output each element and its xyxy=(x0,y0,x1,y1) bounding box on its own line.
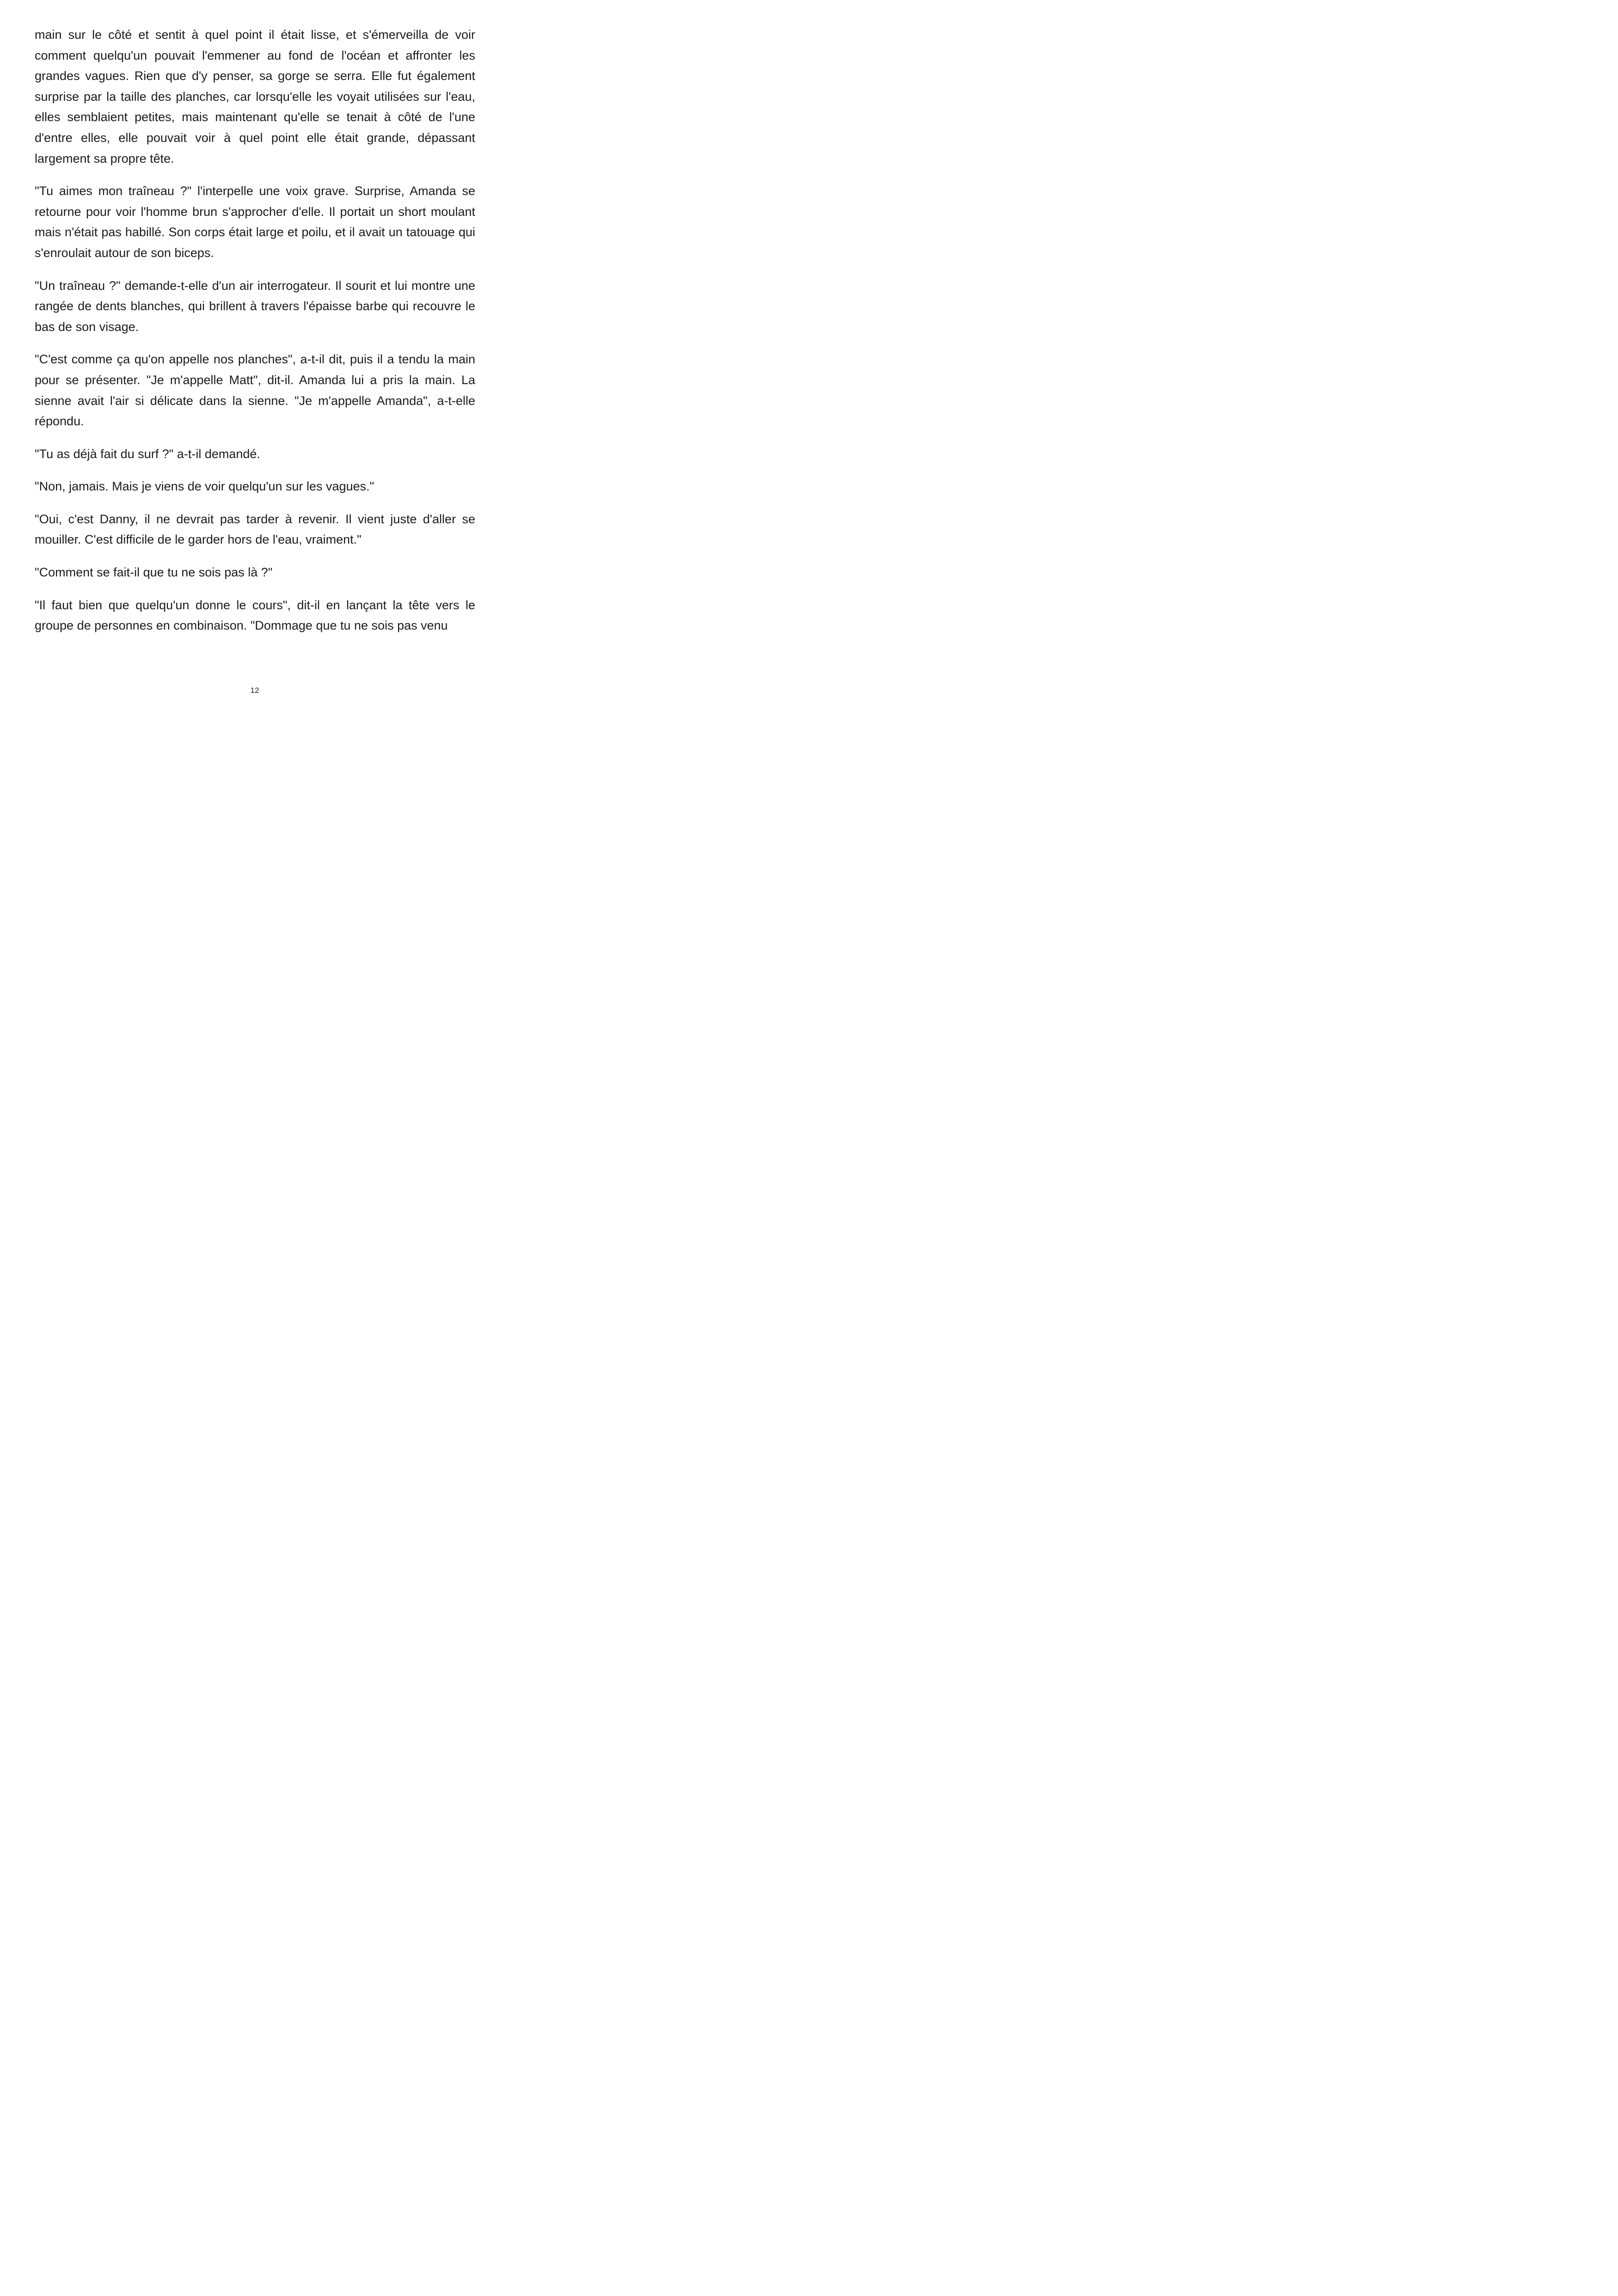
paragraph-4: "C'est comme ça qu'on appelle nos planches", a-t-il dit, puis il a tendu la main pour se présenter. "Je m'appelle Matt", dit-il. Amanda lui a pris la main. La sienne avait l'air si délicate dans la sienne. "Je m'appelle Amanda", a-t-elle répondu. xyxy=(35,352,475,429)
paragraph-2: "Tu aimes mon traîneau ?" l'interpelle une voix grave. Surprise, Amanda se retourne pour voir l'homme brun s'approcher d'elle. Il portait un short moulant mais n'était pas habillé. Son corps était large et poilu, et il avait un tatouage qui s'enroulait autour de son biceps. xyxy=(35,184,475,260)
paragraph-9: "Il faut bien que quelqu'un donne le cours", dit-il en lançant la tête vers le groupe de personnes en combinaison. "Dommage que tu ne sois pas venu xyxy=(35,598,475,633)
paragraph-5: "Tu as déjà fait du surf ?" a-t-il demandé. xyxy=(35,447,260,461)
paragraph-8: "Comment se fait-il que tu ne sois pas là ?" xyxy=(35,565,273,580)
paragraph-1: main sur le côté et sentit à quel point il était lisse, et s'émerveilla de voir comment quelqu'un pouvait l'emmener au fond de l'océan et affronter les grandes vagues. Rien que d'y penser, sa gorge se serra. Elle fut également surprise par la taille des planches, car lorsqu'elle les voyait utilisées sur l'eau, elles semblaient petites, mais maintenant qu'elle se tenait à côté de l'une d'entre elles, elle pouvait voir à quel point elle était grande, dépassant largement sa propre tête. xyxy=(35,28,475,165)
page-number: 12 xyxy=(250,686,259,695)
paragraph-6: "Non, jamais. Mais je viens de voir quelqu'un sur les vagues." xyxy=(35,479,374,494)
paragraph-7: "Oui, c'est Danny, il ne devrait pas tarder à revenir. Il vient juste d'aller se mouiller. C'est difficile de le garder hors de l'eau, vraiment." xyxy=(35,512,475,547)
paragraph-3: "Un traîneau ?" demande-t-elle d'un air interrogateur. Il sourit et lui montre une rangée de dents blanches, qui brillent à travers l'épaisse barbe qui recouvre le bas de son visage. xyxy=(35,278,475,334)
body-text xyxy=(35,24,475,648)
document-page xyxy=(0,0,509,723)
